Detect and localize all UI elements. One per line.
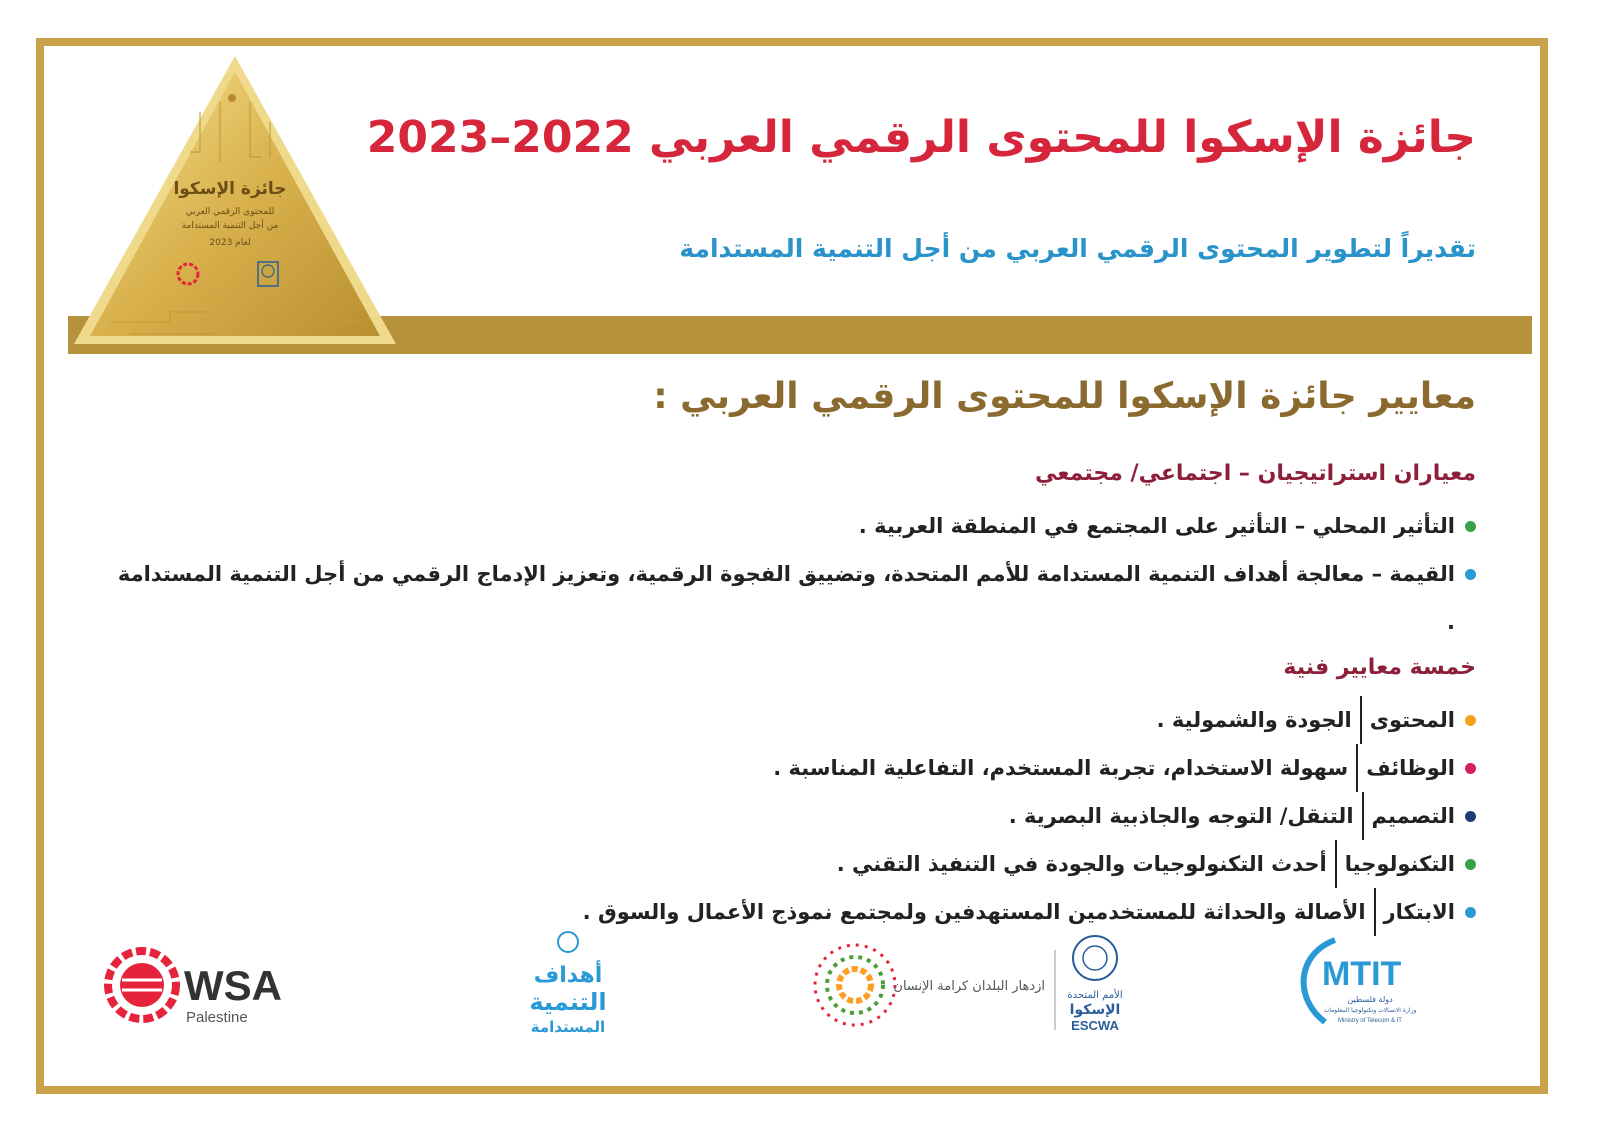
sdg-logo	[529, 932, 606, 1036]
mtit-name: MTIT	[1322, 955, 1402, 993]
bullet-icon	[1465, 521, 1476, 532]
badge-line1: جائزة الإسكوا	[173, 179, 287, 199]
list-item	[116, 840, 1476, 888]
dignity-text: ازدهار البلدان كرامة الإنسان	[893, 979, 1045, 994]
item-text: سهولة الاستخدام، تجربة المستخدم، التفاعلية المناسبة .	[773, 756, 1349, 780]
item-text: القيمة – معالجة أهداف التنمية المستدامة للأمم المتحدة، وتضييق الفجوة الرقمية، وتعزيز الإدماج الرقمي من أجل التنمية المستدامة .	[117, 562, 1455, 634]
sdg-line2: التنمية	[529, 988, 607, 1016]
item-key: الابتكار	[1374, 888, 1455, 936]
bullet-icon	[1465, 859, 1476, 870]
item-text: أحدث التكنولوجيات والجودة في التنفيذ التقني .	[836, 852, 1327, 876]
strategic-section-title: معياران استراتيجيان – اجتماعي/ مجتمعي	[1035, 461, 1476, 486]
escwa-line1: الأمم المتحدة	[1067, 990, 1123, 1001]
item-key: المحتوى	[1360, 696, 1455, 744]
item-text: الجودة والشمولية .	[1156, 708, 1352, 732]
item-text: التنقل/ التوجه والجاذبية البصرية .	[1008, 804, 1354, 828]
mtit-logo	[1304, 940, 1417, 1024]
criteria-heading: معايير جائزة الإسكوا للمحتوى الرقمي العربي :	[653, 376, 1476, 417]
bullet-icon	[1465, 811, 1476, 822]
escwa-line3: ESCWA	[1071, 1018, 1119, 1033]
list-item	[116, 502, 1476, 550]
item-text: الأصالة والحداثة للمستخدمين المستهدفين ولمجتمع نموذج الأعمال والسوق .	[582, 900, 1366, 924]
badge-line2: للمحتوى الرقمي العربي	[185, 207, 275, 217]
partner-logos	[100, 930, 1500, 1050]
badge-line3: من أجل التنمية المستدامة	[181, 221, 279, 231]
list-item	[116, 550, 1476, 646]
list-item	[116, 744, 1476, 792]
list-item	[116, 792, 1476, 840]
award-subtitle: تقديراً لتطوير المحتوى الرقمي العربي من أجل التنمية المستدامة	[679, 234, 1476, 263]
escwa-logo	[1067, 936, 1122, 1033]
criteria-content	[116, 458, 1476, 936]
sdg-line1: أهداف	[533, 963, 603, 988]
item-key: الوظائف	[1356, 744, 1455, 792]
award-title: جائزة الإسكوا للمحتوى الرقمي العربي 2022–2023	[366, 112, 1476, 163]
list-item	[116, 696, 1476, 744]
wsa-name: WSA	[184, 962, 282, 1009]
bullet-icon	[1465, 763, 1476, 774]
bullet-icon	[1465, 907, 1476, 918]
wsa-sub: Palestine	[186, 1009, 248, 1026]
technical-section-title: خمسة معايير فنية	[1283, 655, 1476, 680]
item-text: التأثير المحلي – التأثير على المجتمع في المنطقة العربية .	[858, 514, 1455, 538]
badge-line4: لعام 2023	[209, 238, 251, 248]
mtit-line3: Ministry of Telecom & IT	[1338, 1018, 1402, 1024]
wsa-logo	[108, 951, 282, 1026]
mtit-line2: وزارة الاتصالات وتكنولوجيا المعلومات	[1323, 1007, 1417, 1014]
item-key: التصميم	[1362, 792, 1455, 840]
sdg-dots-logo	[815, 945, 1055, 1030]
list-item	[116, 888, 1476, 936]
bullet-icon	[1465, 715, 1476, 726]
award-badge	[70, 52, 400, 352]
item-key: التكنولوجيا	[1335, 840, 1455, 888]
escwa-line2: الإسكوا	[1069, 1002, 1121, 1018]
sdg-line3: المستدامة	[530, 1018, 606, 1036]
mtit-line1: دولة فلسطين	[1347, 995, 1393, 1004]
bullet-icon	[1465, 569, 1476, 580]
